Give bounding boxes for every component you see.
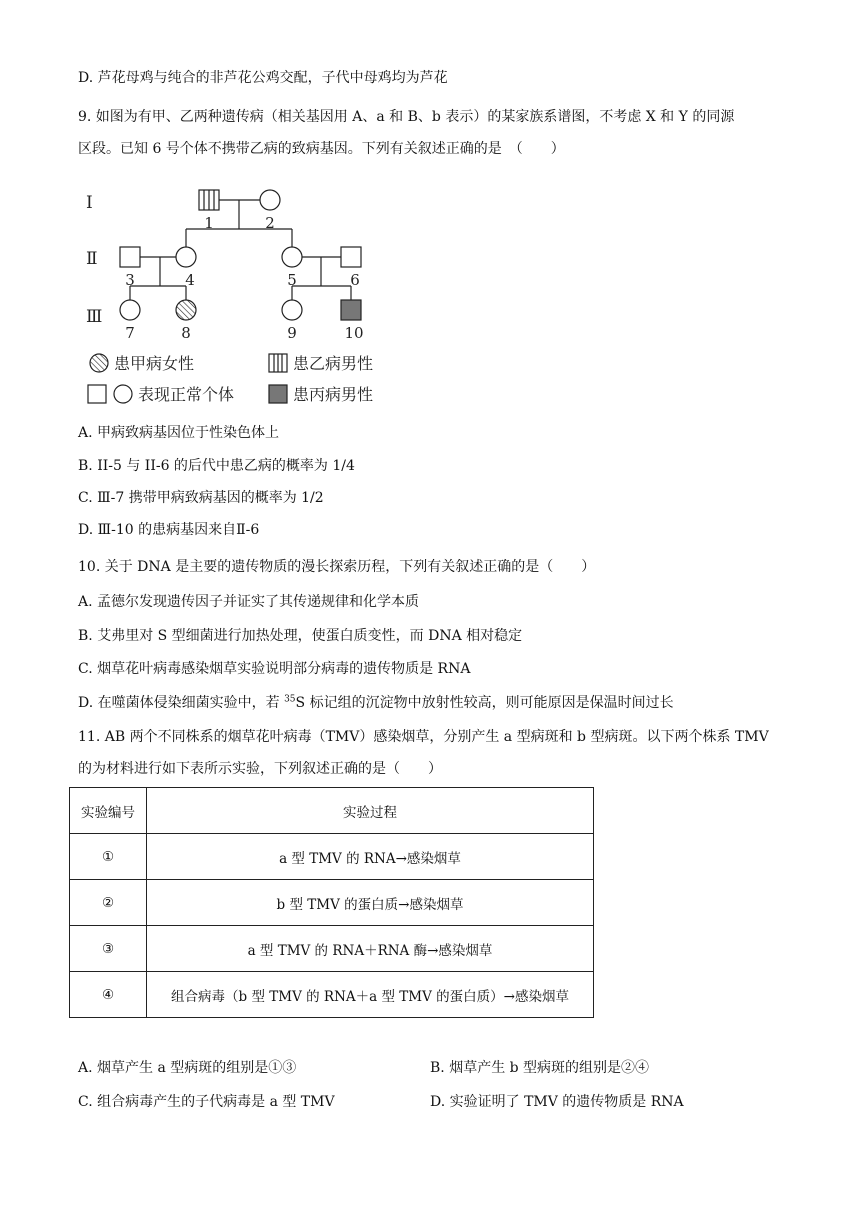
- individual-2-female-normal: [260, 190, 280, 210]
- table-header-number: 实验编号: [70, 788, 147, 834]
- legend-normal-male-icon: [88, 385, 106, 403]
- individual-5-female-normal: [282, 247, 302, 267]
- q10-option-d-post: S 标记组的沉淀物中放射性较高，则可能原因是保温时间过长: [295, 695, 674, 711]
- legend-hatched-female-icon: [90, 354, 108, 372]
- q11-stem-line1: 11. AB 两个不同株系的烟草花叶病毒（TMV）感染烟草，分别产生 a 型病斑和 b 型病斑。以下两个株系 TMV: [78, 729, 769, 745]
- table-cell-number: ①: [70, 834, 147, 880]
- generation-label-3: Ⅲ: [86, 307, 103, 327]
- q10-option-d-sup: 35: [284, 694, 296, 705]
- q9-option-a: A. 甲病致病基因位于性染色体上: [78, 425, 280, 441]
- q9-stem-line1: 9. 如图为有甲、乙两种遗传病（相关基因用 A、a 和 B、b 表示）的某家族系谱图，不考虑 X 和 Y 的同源: [78, 109, 735, 125]
- table-cell-number: ④: [70, 972, 147, 1018]
- label-6: 6: [350, 271, 360, 289]
- q8-option-d: D. 芦花母鸡与纯合的非芦花公鸡交配，子代中母鸡均为芦花: [78, 70, 448, 86]
- table-cell-number: ②: [70, 880, 147, 926]
- generation-label-2: Ⅱ: [86, 249, 98, 269]
- individual-9-female-normal: [282, 300, 302, 320]
- table-row: [70, 834, 594, 880]
- legend-normal-label: 表现正常个体: [138, 385, 235, 404]
- q10-option-d: [78, 693, 674, 713]
- table-header-row: [70, 788, 594, 834]
- individual-7-female-normal: [120, 300, 140, 320]
- table-cell-process: a 型 TMV 的 RNA＋RNA 酶→感染烟草: [147, 926, 594, 972]
- label-2: 2: [265, 214, 275, 232]
- q10-option-c: C. 烟草花叶病毒感染烟草实验说明部分病毒的遗传物质是 RNA: [78, 661, 471, 677]
- experiment-table: [69, 787, 594, 1018]
- label-7: 7: [125, 324, 135, 342]
- legend-normal-female-icon: [114, 385, 132, 403]
- q9-stem-line2: 区段。已知 6 号个体不携带乙病的致病基因。下列有关叙述正确的是 （ ）: [78, 141, 565, 157]
- pedigree-chart: [78, 180, 418, 408]
- label-4: 4: [185, 271, 195, 289]
- label-5: 5: [287, 271, 297, 289]
- label-8: 8: [181, 324, 191, 342]
- label-10: 10: [344, 324, 364, 342]
- q9-option-c: C. Ⅲ-7 携带甲病致病基因的概率为 1/2: [78, 490, 324, 506]
- legend-striped-male-label: 患乙病男性: [293, 354, 374, 373]
- label-1: 1: [204, 214, 214, 232]
- individual-4-female-normal: [176, 247, 196, 267]
- table-cell-process: b 型 TMV 的蛋白质→感染烟草: [147, 880, 594, 926]
- individual-6-male-normal: [341, 247, 361, 267]
- q11-stem-line2: 的为材料进行如下表所示实验，下列叙述正确的是（ ）: [78, 761, 442, 777]
- individual-8-female-affected-jia: [176, 300, 196, 320]
- label-3: 3: [125, 271, 135, 289]
- table-row: [70, 880, 594, 926]
- table-row: [70, 926, 594, 972]
- q10-stem: 10. 关于 DNA 是主要的遗传物质的漫长探索历程，下列有关叙述正确的是（ ）: [78, 559, 596, 575]
- q9-option-b: B. II-5 与 II-6 的后代中患乙病的概率为 1/4: [78, 458, 355, 474]
- label-9: 9: [287, 324, 297, 342]
- individual-10-male-affected-bing: [341, 300, 361, 320]
- q11-option-d: D. 实验证明了 TMV 的遗传物质是 RNA: [430, 1094, 684, 1110]
- table-header-process: 实验过程: [147, 788, 594, 834]
- table-cell-process: 组合病毒（b 型 TMV 的 RNA＋a 型 TMV 的蛋白质）→感染烟草: [147, 972, 594, 1018]
- q10-option-b: B. 艾弗里对 S 型细菌进行加热处理，使蛋白质变性，而 DNA 相对稳定: [78, 628, 523, 644]
- legend-filled-male-label: 患丙病男性: [293, 385, 374, 404]
- q11-option-b: B. 烟草产生 b 型病斑的组别是②④: [430, 1060, 650, 1076]
- table-cell-process: a 型 TMV 的 RNA→感染烟草: [147, 834, 594, 880]
- generation-label-1: Ⅰ: [86, 193, 93, 213]
- q9-option-d: D. Ⅲ-10 的患病基因来自Ⅱ-6: [78, 522, 260, 538]
- q10-option-d-pre: D. 在噬菌体侵染细菌实验中，若: [78, 695, 285, 711]
- table-cell-number: ③: [70, 926, 147, 972]
- table-row: [70, 972, 594, 1018]
- legend-hatched-female-label: 患甲病女性: [114, 354, 195, 373]
- individual-3-male-normal: [120, 247, 140, 267]
- q10-option-a: A. 孟德尔发现遗传因子并证实了其传递规律和化学本质: [78, 594, 420, 610]
- q11-option-a: A. 烟草产生 a 型病斑的组别是①③: [78, 1060, 297, 1076]
- legend-filled-male-icon: [269, 385, 287, 403]
- q11-option-c: C. 组合病毒产生的子代病毒是 a 型 TMV: [78, 1094, 335, 1110]
